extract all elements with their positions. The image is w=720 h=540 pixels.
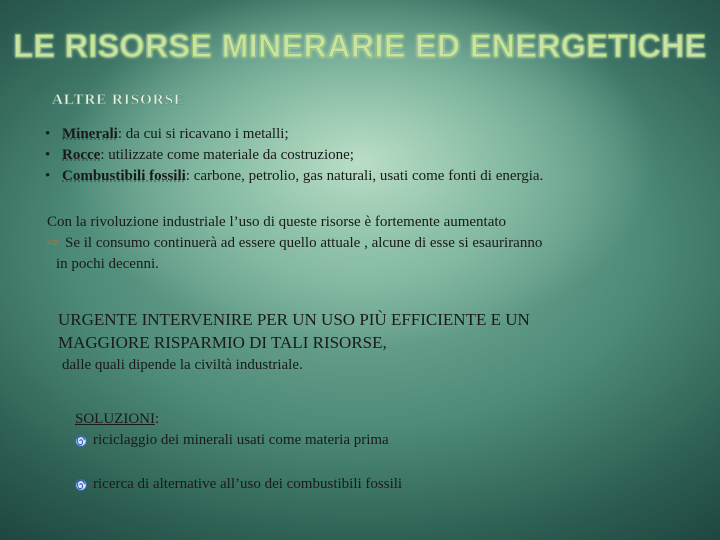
- bullet-dot: •: [45, 168, 51, 184]
- urgent-statement: [58, 308, 530, 354]
- list-item-term: Minerali: [62, 126, 118, 142]
- swirl-bullet-icon: [75, 479, 87, 491]
- bullet-dot: •: [45, 147, 51, 163]
- urgent-line: URGENTE INTERVENIRE PER UN USO PIÙ EFFICIENTE E UN: [58, 310, 530, 329]
- solution-text: ricerca di alternative all’uso dei combustibili fossili: [93, 476, 403, 492]
- urgent-subline: dalle quali dipende la civiltà industriale.: [62, 357, 303, 373]
- solution-item: [75, 432, 389, 449]
- list-item: [45, 124, 543, 145]
- bullet-dot: •: [45, 126, 51, 142]
- paragraph-line: in pochi decenni.: [56, 256, 159, 272]
- solution-text: riciclaggio dei minerali usati come materia prima: [93, 432, 389, 448]
- list-item: [45, 145, 543, 166]
- list-item: [45, 166, 543, 187]
- paragraph-line: Con la rivoluzione industriale l’uso di queste risorse è fortemente aumentato: [47, 214, 507, 230]
- list-item-text: : da cui si ricavano i metalli;: [117, 126, 289, 142]
- paragraph-line: [47, 233, 542, 254]
- resource-list: [45, 124, 543, 187]
- solutions-heading-text: SOLUZIONI: [75, 411, 155, 427]
- slide-title: LE RISORSE MINERARIE ED ENERGETICHE: [13, 28, 707, 64]
- swirl-bullet-icon: [75, 435, 87, 447]
- industrial-revolution-paragraph: [47, 212, 542, 275]
- list-item-text: : utilizzate come materiale da costruzione;: [100, 147, 354, 163]
- solutions-heading-colon: :: [155, 411, 160, 427]
- list-item-term: Rocce: [62, 147, 101, 163]
- list-item-text: : carbone, petrolio, gas naturali, usati come fonti di energia.: [185, 168, 544, 184]
- urgent-line: MAGGIORE RISPARMIO DI TALI RISORSE,: [58, 333, 387, 352]
- slide-subtitle: ALTRE RISORSE: [52, 92, 185, 108]
- solutions-heading: [75, 411, 159, 428]
- list-item-term: Combustibili fossili: [62, 168, 186, 184]
- paragraph-text: Se il consumo continuerà ad essere quello attuale , alcune di esse si esauriranno: [65, 235, 543, 251]
- arrow-right-icon: ⇨: [47, 235, 60, 251]
- solution-item: [75, 476, 402, 493]
